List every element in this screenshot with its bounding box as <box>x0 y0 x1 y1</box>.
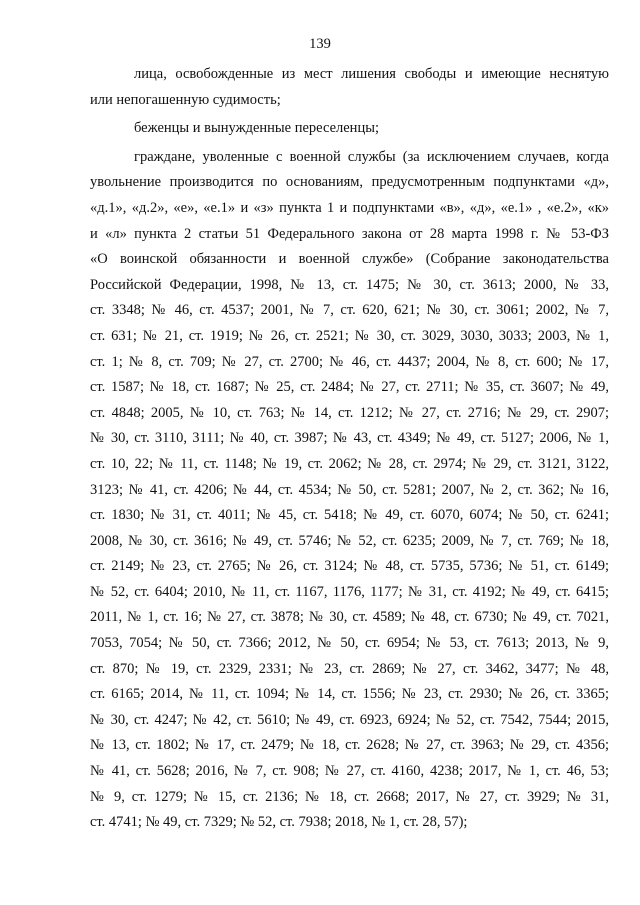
text-line: лица, освобожденные из мест лишения свободы и имеющие неснятую <box>134 66 609 82</box>
text-line: ст. 2149; № 23, ст. 2765; № 26, ст. 3124; № 48, ст. 5735, 5736; № 51, ст. 6149; <box>90 558 609 575</box>
text-line: Российской Федерации, 1998, № 13, ст. 1475; № 30, ст. 3613; 2000, № 33, <box>90 276 609 293</box>
text-line: ст. 6165; 2014, № 11, ст. 1094; № 14, ст. 1556; № 23, ст. 2930; № 26, ст. 3365; <box>90 686 609 703</box>
text-line: увольнение производится по основаниям, предусмотренным подпунктами «д», <box>90 174 609 191</box>
text-line: граждане, уволенные с военной службы (за исключением случаев, когда <box>134 148 609 165</box>
text-line: или непогашенную судимость; <box>90 91 281 108</box>
text-line: и «л» пункта 2 статьи 51 Федерального закона от 28 марта 1998 г. № 53-ФЗ <box>90 225 609 242</box>
paragraph <box>90 116 609 142</box>
text-line: № 9, ст. 1279; № 15, ст. 2136; № 18, ст. 2668; 2017, № 27, ст. 3929; № 31, <box>90 788 609 805</box>
text-line: ст. 870; № 19, ст. 2329, 2331; № 23, ст. 2869; № 27, ст. 3462, 3477; № 48, <box>90 660 609 677</box>
paragraph <box>90 62 609 113</box>
text-line: ст. 4848; 2005, № 10, ст. 763; № 14, ст. 1212; № 27, ст. 2716; № 29, ст. 2907; <box>90 404 609 421</box>
text-line: ст. 1587; № 18, ст. 1687; № 25, ст. 2484; № 27, ст. 2711; № 35, ст. 3607; № 49, <box>90 379 609 396</box>
text-line: № 52, ст. 6404; 2010, № 11, ст. 1167, 1176, 1177; № 31, ст. 4192; № 49, ст. 6415; <box>90 583 609 600</box>
text-line: № 13, ст. 1802; № 17, ст. 2479; № 18, ст. 2628; № 27, ст. 3963; № 29, ст. 4356; <box>90 737 609 754</box>
text-line: ст. 10, 22; № 11, ст. 1148; № 19, ст. 2062; № 28, ст. 2974; № 29, ст. 3121, 3122, <box>90 455 609 472</box>
text-line: 7053, 7054; № 50, ст. 7366; 2012, № 50, ст. 6954; № 53, ст. 7613; 2013, № 9, <box>90 635 609 652</box>
text-line: № 30, ст. 4247; № 42, ст. 5610; № 49, ст. 6923, 6924; № 52, ст. 7542, 7544; 2015, <box>90 711 609 728</box>
text-line: «д.1», «д.2», «е», «е.1» и «з» пункта 1 и подпунктами «в», «д», «е.1» , «е.2», «к» <box>90 199 609 216</box>
document-body <box>90 62 609 839</box>
text-line: № 30, ст. 3110, 3111; № 40, ст. 3987; № 43, ст. 4349; № 49, ст. 5127; 2006, № 1, <box>90 430 609 447</box>
text-line: 2011, № 1, ст. 16; № 27, ст. 3878; № 30, ст. 4589; № 48, ст. 6730; № 49, ст. 7021, <box>90 609 609 626</box>
text-line: ст. 3348; № 46, ст. 4537; 2001, № 7, ст. 620, 621; № 30, ст. 3061; 2002, № 7, <box>90 302 609 319</box>
text-line: ст. 1; № 8, ст. 709; № 27, ст. 2700; № 46, ст. 4437; 2004, № 8, ст. 600; № 17, <box>90 353 609 370</box>
text-line: ст. 1830; № 31, ст. 4011; № 45, ст. 5418; № 49, ст. 6070, 6074; № 50, ст. 6241; <box>90 507 609 524</box>
text-line: ст. 631; № 21, ст. 1919; № 26, ст. 2521; № 30, ст. 3029, 3030, 3033; 2003, № 1, <box>90 327 609 344</box>
page-number: 139 <box>309 36 331 52</box>
text-line: 2008, № 30, ст. 3616; № 49, ст. 5746; № 52, ст. 6235; 2009, № 7, ст. 769; № 18, <box>90 532 609 549</box>
paragraph <box>90 145 609 836</box>
text-line: № 41, ст. 5628; 2016, № 7, ст. 908; № 27, ст. 4160, 4238; 2017, № 1, ст. 46, 53; <box>90 763 609 780</box>
text-line: 3123; № 41, ст. 4206; № 44, ст. 4534; № 50, ст. 5281; 2007, № 2, ст. 362; № 16, <box>90 481 609 498</box>
text-line: беженцы и вынужденные переселенцы; <box>134 120 379 137</box>
text-line: ст. 4741; № 49, ст. 7329; № 52, ст. 7938; 2018, № 1, ст. 28, 57); <box>90 814 468 831</box>
text-line: «О воинской обязанности и военной службе» (Собрание законодательства <box>90 251 609 268</box>
